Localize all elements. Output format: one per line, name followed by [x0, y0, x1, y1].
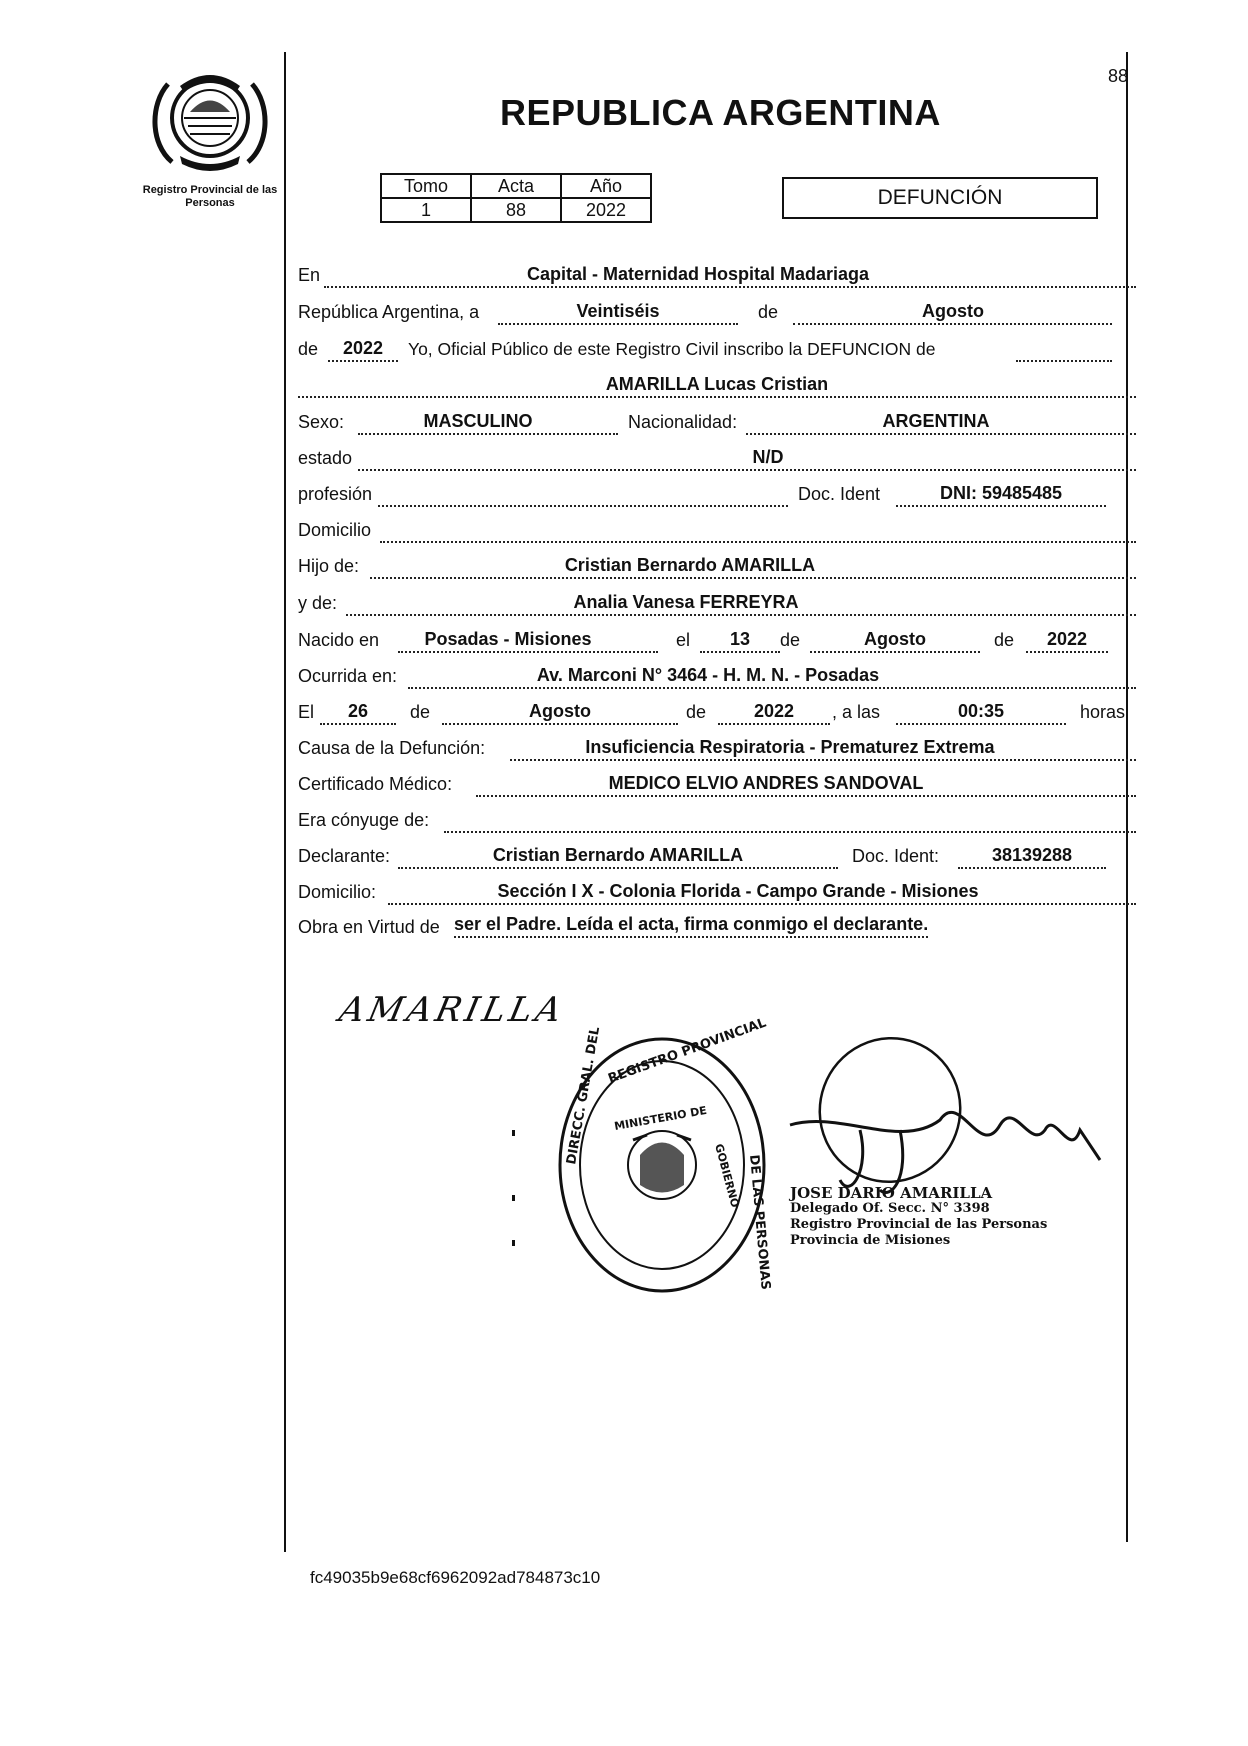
- official-stamp-text: [790, 1185, 1047, 1249]
- label-en: En: [298, 265, 321, 285]
- label-causa: Causa de la Defunción:: [298, 738, 486, 758]
- value-obra: ser el Padre. Leída el acta, firma conmigo el declarante.: [454, 914, 928, 938]
- registry-value-anio: 2022: [561, 198, 651, 222]
- label-de-def-1: de: [410, 702, 431, 722]
- document-title: REPUBLICA ARGENTINA: [500, 92, 941, 133]
- registry-table: [380, 173, 652, 223]
- official-role: Delegado Of. Secc. N° 3398: [790, 1201, 990, 1216]
- value-causa: Insuficiencia Respiratoria - Prematurez Extrema: [585, 737, 995, 757]
- document-hash: fc49035b9e68cf6962092ad784873c10: [310, 1568, 601, 1587]
- registry-header-acta: Acta: [471, 174, 561, 198]
- label-de: de: [758, 302, 779, 322]
- value-madre: Analia Vanesa FERREYRA: [573, 592, 799, 612]
- svg-text:REGISTRO PROVINCIAL: REGISTRO PROVINCIAL: [606, 1015, 769, 1087]
- row-profesion: [298, 481, 1136, 509]
- label-y-de: y de:: [298, 593, 338, 613]
- registry-header-tomo: Tomo: [381, 174, 471, 198]
- label-de-start: de: [298, 339, 319, 359]
- org-name: Registro Provincial de las Personas: [142, 184, 278, 209]
- label-obra: Obra en Virtud de: [298, 917, 440, 937]
- value-declarante-doc: 38139288: [991, 845, 1073, 865]
- value-hora: 00:35: [957, 701, 1005, 721]
- row-certificado: [298, 771, 1136, 799]
- value-nacido-dia: 13: [729, 629, 751, 649]
- row-lugar: [298, 262, 1136, 290]
- row-inscripcion: [298, 336, 1136, 364]
- row-fecha: [298, 299, 1136, 327]
- row-declarante: [298, 843, 1136, 871]
- registry-header-anio: Año: [561, 174, 651, 198]
- page-number: 88: [1107, 66, 1128, 86]
- official-seal-stamp: [555, 1015, 773, 1295]
- row-nombre: [298, 372, 1136, 400]
- left-margin-rule: [284, 52, 286, 1552]
- svg-text:DIRECC. GRAL. DEL: DIRECC. GRAL. DEL: [564, 1025, 604, 1166]
- label-el-cap: El: [298, 702, 315, 722]
- row-ocurrida: [298, 663, 1136, 691]
- label-de-nac-2: de: [994, 630, 1015, 650]
- row-sexo: [298, 409, 1136, 437]
- row-conyuge: [298, 807, 1136, 835]
- value-def-dia: 26: [347, 701, 369, 721]
- margin-tick: [512, 1195, 515, 1201]
- label-estado: estado: [298, 448, 353, 468]
- label-a-las: , a las: [832, 702, 881, 722]
- label-doc-ident: Doc. Ident: [798, 484, 881, 504]
- document-type-box: DEFUNCIÓN: [782, 177, 1098, 219]
- declarant-signature: AMARILLA: [335, 990, 569, 1030]
- row-padre: [298, 553, 1136, 581]
- value-dia-letras: Veintiséis: [576, 301, 660, 321]
- value-declarante-domicilio: Sección I X - Colonia Florida - Campo Grande - Misiones: [497, 881, 979, 901]
- value-mes: Agosto: [922, 301, 984, 321]
- value-nacido-lugar: Posadas - Misiones: [424, 629, 592, 649]
- label-yo: Yo, Oficial Público de este Registro Civil inscribo la DEFUNCION de: [408, 339, 936, 359]
- value-nacido-anio: 2022: [1046, 629, 1088, 649]
- province-emblem-logo: [150, 64, 270, 174]
- value-lugar: Capital - Maternidad Hospital Madariaga: [526, 264, 870, 284]
- row-causa: [298, 735, 1136, 763]
- margin-tick: [512, 1240, 515, 1246]
- label-ocurrida-en: Ocurrida en:: [298, 666, 398, 686]
- label-horas: horas: [1080, 702, 1126, 722]
- svg-text:DE LAS PERSONAS: DE LAS PERSONAS: [746, 1154, 773, 1291]
- official-name: JOSE DARIO AMARILLA: [790, 1184, 993, 1202]
- row-defuncion-fecha: [298, 699, 1136, 727]
- value-def-anio: 2022: [753, 701, 795, 721]
- row-obra: [298, 914, 1136, 942]
- label-de-def-2: de: [686, 702, 707, 722]
- value-sexo: MASCULINO: [423, 411, 533, 431]
- value-dni: DNI: 59485485: [939, 483, 1063, 503]
- value-nombre: AMARILLA Lucas Cristian: [605, 374, 829, 394]
- row-domicilio-declarante: [298, 879, 1136, 907]
- svg-text:GOBIERNO: GOBIERNO: [712, 1142, 742, 1209]
- label-nacionalidad: Nacionalidad:: [628, 412, 738, 432]
- value-declarante: Cristian Bernardo AMARILLA: [492, 845, 744, 865]
- label-el: el: [676, 630, 691, 650]
- row-domicilio: [298, 517, 1136, 545]
- official-province: Provincia de Misiones: [790, 1233, 951, 1248]
- label-conyuge: Era cónyuge de:: [298, 810, 430, 830]
- label-doc-ident2: Doc. Ident:: [852, 846, 940, 866]
- row-madre: [298, 590, 1136, 618]
- registry-value-tomo: 1: [381, 198, 471, 222]
- value-anio: 2022: [342, 338, 384, 358]
- value-medico: MEDICO ELVIO ANDRES SANDOVAL: [608, 773, 924, 793]
- value-nacionalidad: ARGENTINA: [882, 411, 990, 431]
- label-profesion: profesión: [298, 484, 373, 504]
- margin-tick: [512, 1130, 515, 1136]
- label-domicilio2: Domicilio:: [298, 882, 377, 902]
- official-org: Registro Provincial de las Personas: [790, 1217, 1048, 1232]
- label-declarante: Declarante:: [298, 846, 391, 866]
- value-ocurrida: Av. Marconi N° 3464 - H. M. N. - Posadas: [536, 665, 880, 685]
- label-certificado: Certificado Médico:: [298, 774, 453, 794]
- row-estado: [298, 445, 1136, 473]
- value-nacido-mes: Agosto: [864, 629, 926, 649]
- label-domicilio: Domicilio: [298, 520, 372, 540]
- value-padre: Cristian Bernardo AMARILLA: [564, 555, 816, 575]
- label-republica: República Argentina, a: [298, 302, 480, 322]
- row-nacimiento: [298, 627, 1136, 655]
- value-def-mes: Agosto: [529, 701, 591, 721]
- value-estado: N/D: [752, 447, 784, 467]
- registry-value-acta: 88: [471, 198, 561, 222]
- svg-text:MINISTERIO DE: MINISTERIO DE: [613, 1103, 708, 1133]
- label-hijo-de: Hijo de:: [298, 556, 360, 576]
- label-nacido-en: Nacido en: [298, 630, 380, 650]
- label-sexo: Sexo:: [298, 412, 345, 432]
- label-de-nac-1: de: [780, 630, 801, 650]
